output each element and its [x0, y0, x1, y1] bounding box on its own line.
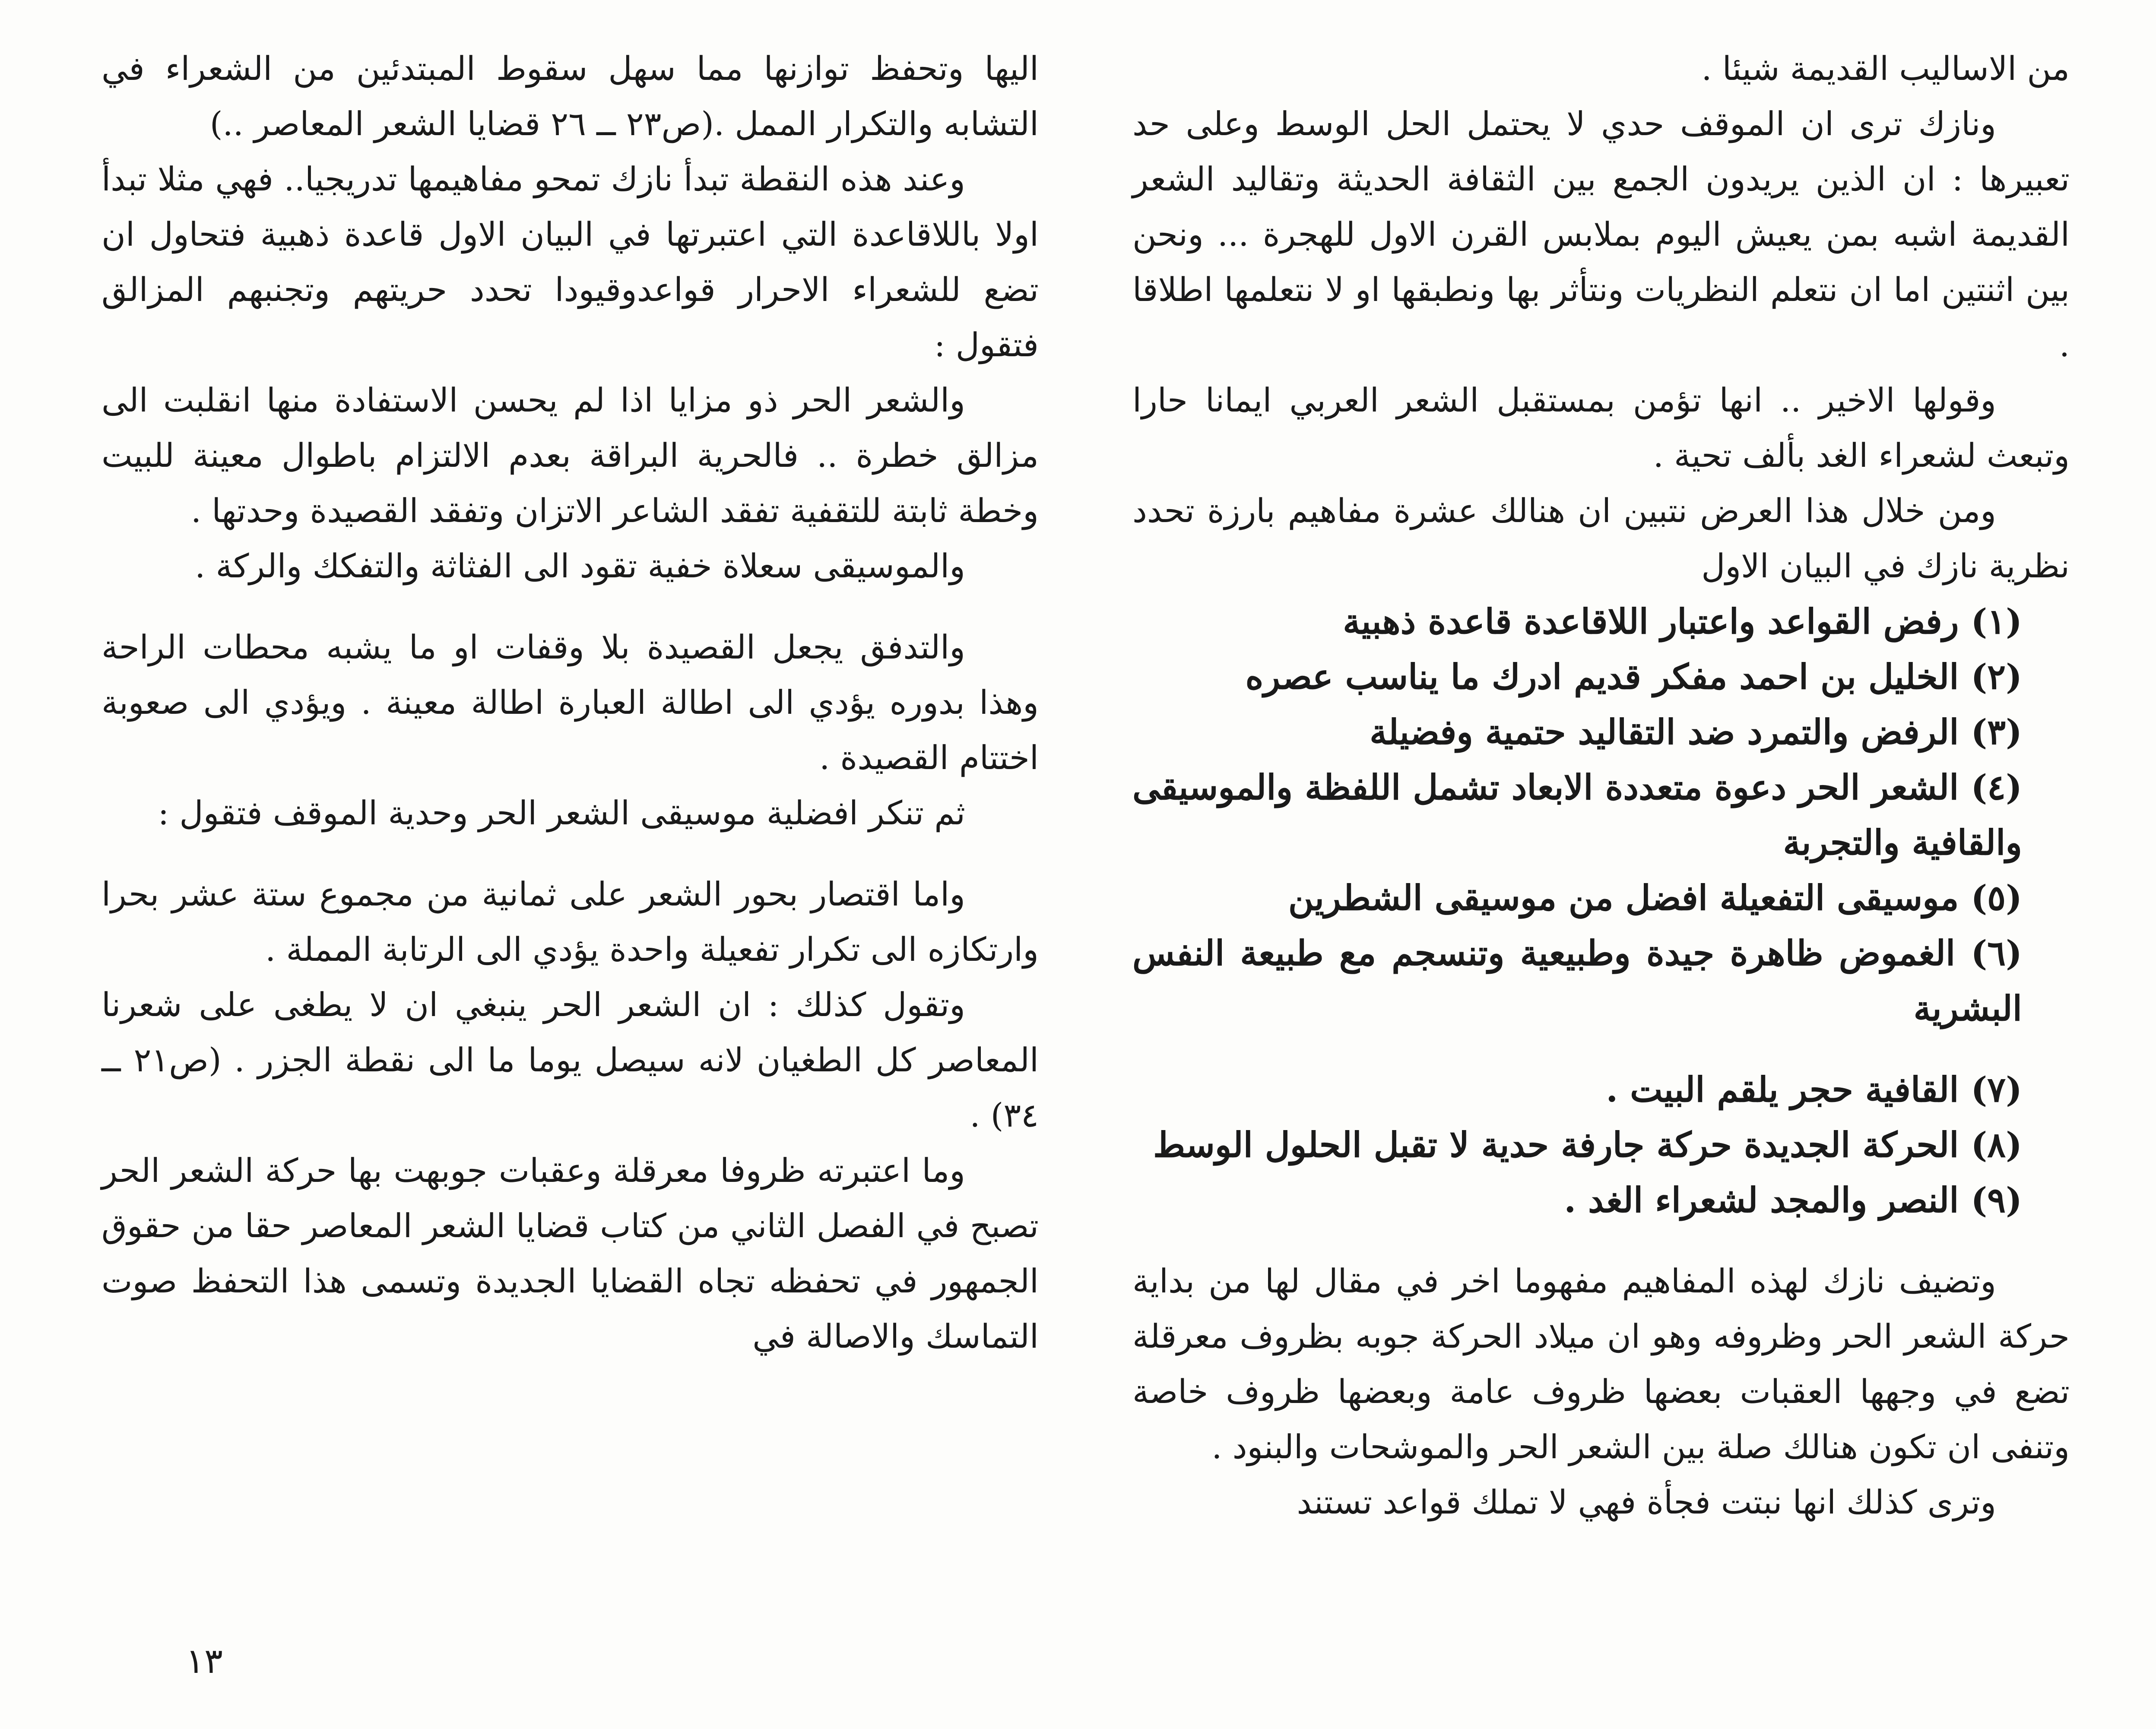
paragraph: وقولها الاخير .. انها تؤمن بمستقبل الشعر العربي ايمانا حارا وتبعث لشعراء الغد بألف تحية .	[1132, 381, 2070, 475]
list-item: (٧) القافية حجر يلقم البيت .	[1606, 1069, 2022, 1110]
right-column	[1132, 41, 2070, 1530]
paragraph: ومن خلال هذا العرض نتبين ان هنالك عشرة مفاهيم بارزة تحدد نظرية نازك في البيان الاول	[1132, 491, 2070, 585]
paragraph: وتقول كذلك : ان الشعر الحر ينبغي ان لا يطغى على شعرنا المعاصر كل الطغيان لانه سيصل يوما ما الى نقطة الجزر . (ص٢١ ــ ٣٤) .	[101, 985, 1039, 1134]
left-column	[101, 41, 1039, 1364]
spacer	[101, 594, 1039, 620]
paragraph: والتدفق يجعل القصيدة بلا وقفات او ما يشبه محطات الراحة وهذا بدوره يؤدي الى اطالة العبارة اطالة معينة . ويؤدي الى صعوبة اختتام القصيدة .	[101, 628, 1039, 777]
paragraph: من الاساليب القديمة شيئا .	[1701, 49, 2070, 88]
paragraph: وما اعتبرته ظروفا معرقلة وعقبات جوبهت بها حركة الشعر الحر تصبح في الفصل الثاني من كتاب قضايا الشعر المعاصر حقا من حقوق الجمهور في تحفظه تجاه القضايا الجديدة وتسمى هذا التحفظ صوت التماسك والاصالة في	[101, 1151, 1039, 1355]
list-item: (٦) الغموض ظاهرة جيدة وطبيعية وتنسجم مع طبيعة النفس البشرية	[1132, 933, 2022, 1029]
list-item: (٣) الرفض والتمرد ضد التقاليد حتمية وفضيلة	[1370, 712, 2022, 752]
spacer	[1132, 1036, 2070, 1062]
paragraph: اليها وتحفظ توازنها مما سهل سقوط المبتدئين من الشعراء في التشابه والتكرار الممل .(ص٢٣ ــ ٢٦ قضايا الشعر المعاصر ..)	[101, 49, 1039, 143]
paragraph: وعند هذه النقطة تبدأ نازك تمحو مفاهيمها تدريجيا.. فهي مثلا تبدأ اولا باللاقاعدة التي اعتبرتها في البيان الاول قاعدة ذهبية فتحاول ان تضع للشعراء الاحرار قواعدوقيودا تحدد حريتهم وتجنبهم المزالق فتقول :	[101, 160, 1039, 364]
page-number: ١٣	[186, 1641, 223, 1681]
list-item: (٩) النصر والمجد لشعراء الغد .	[1564, 1180, 2022, 1220]
paragraph: واما اقتصار بحور الشعر على ثمانية من مجموع ستة عشر بحرا وارتكازه الى تكرار تفعيلة واحدة يؤدي الى الرتابة المملة .	[101, 875, 1039, 969]
list-item: (٢) الخليل بن احمد مفكر قديم ادرك ما يناسب عصره	[1245, 656, 2022, 697]
paragraph: والشعر الحر ذو مزايا اذا لم يحسن الاستفادة منها انقلبت الى مزالق خطرة .. فالحرية البراقة بعدم الالتزام باطوال معينة للبيت وخطة ثابتة للتقفية تفقد الشاعر الاتزان وتفقد القصيدة وحدتها .	[101, 381, 1039, 530]
paragraph: وتضيف نازك لهذه المفاهيم مفهوما اخر في مقال لها من بداية حركة الشعر الحر وظروفه وهو ان ميلاد الحركة جوبه بظروف معرقلة تضع في وجهها العقبات بعضها ظروف عامة وبعضها ظروف خاصة وتنفى ان تكون هنالك صلة بين الشعر الحر والموشحات والبنود .	[1132, 1262, 2070, 1466]
spacer	[101, 841, 1039, 867]
paragraph: والموسيقى سعلاة خفية تقود الى الفثاثة والتفكك والركة .	[195, 547, 965, 585]
concepts-list	[1132, 594, 2070, 1228]
list-item: (٥) موسيقى التفعيلة افضل من موسيقى الشطرين	[1288, 877, 2022, 918]
list-item: (١) رفض القواعد واعتبار اللاقاعدة قاعدة ذهبية	[1343, 601, 2022, 642]
spacer	[1132, 1228, 2070, 1254]
paragraph: ثم تنكر افضلية موسيقى الشعر الحر وحدية الموقف فتقول :	[158, 794, 965, 832]
paragraph: وترى كذلك انها نبتت فجأة فهي لا تملك قواعد تستند	[1297, 1483, 1996, 1521]
paragraph: ونازك ترى ان الموقف حدي لا يحتمل الحل الوسط وعلى حد تعبيرها : ان الذين يريدون الجمع بين الثقافة الحديثة وتقاليد الشعر القديمة اشبه بمن يعيش اليوم بملابس القرن الاول للهجرة ... ونحن بين اثنتين اما ان نتعلم النظريات ونتأثر بها ونطبقها او لا نتعلمها اطلاقا .	[1132, 104, 2070, 364]
list-item: (٨) الحركة الجديدة حركة جارفة حدية لا تقبل الحلول الوسط	[1153, 1124, 2022, 1165]
list-item: (٤) الشعر الحر دعوة متعددة الابعاد تشمل اللفظة والموسيقى والقافية والتجربة	[1132, 767, 2022, 863]
